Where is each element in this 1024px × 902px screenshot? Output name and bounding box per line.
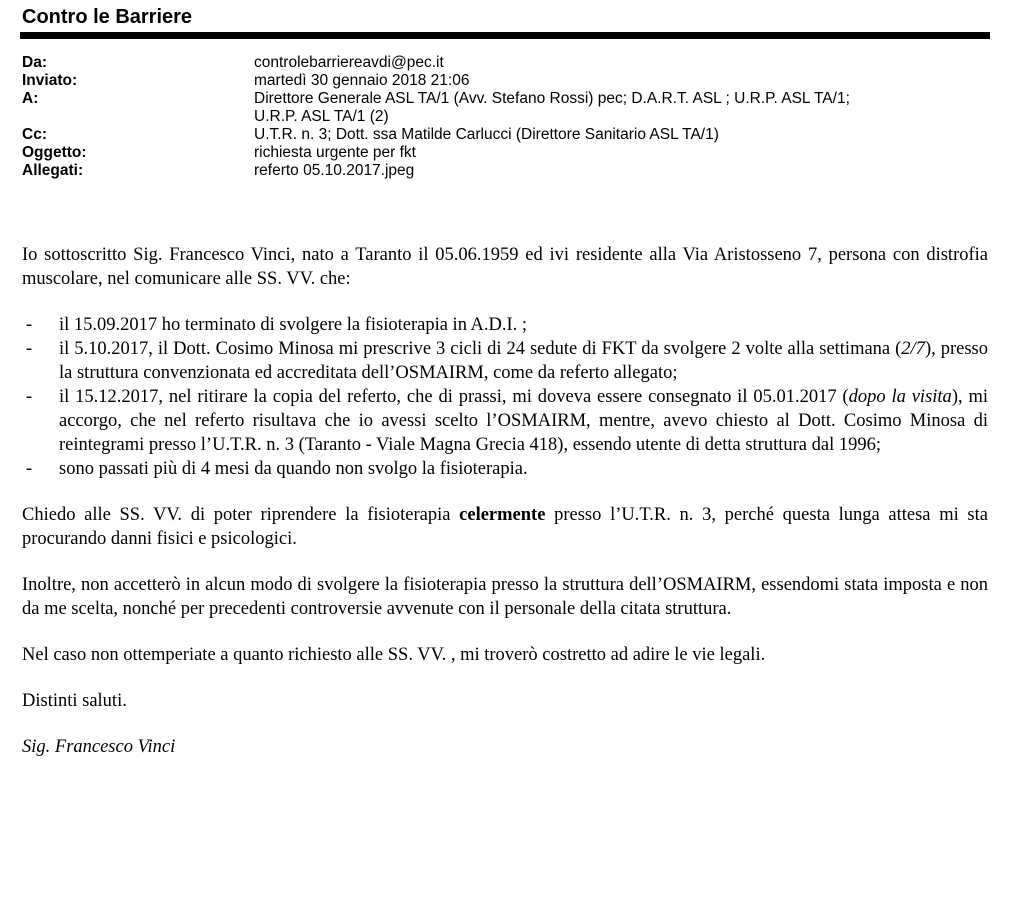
italic-text: 2/7 [901,339,925,359]
subject: richiesta urgente per fkt [254,144,416,161]
request-paragraph: Chiedo alle SS. VV. di poter riprendere la fisioterapia celermente presso l’U.T.R. n. 3, perché questa lunga attesa mi sta procurando danni fisici e psicologici. [22,505,988,549]
title-divider [20,32,990,39]
field-attachments [22,162,1002,180]
bullet-dash: - [26,387,33,407]
list-item: - il 15.12.2017, nel ritirare la copia del referto, che di prassi, mi doveva essere consegnato il 05.01.2017 (dopo la visita), mi accorgo, che nel referto risultava che io avessi scelto l’OSMAIRM, mentre, avevo chiesto al Dott. Cosimo Minosa di reintegrami presso l’U.T.R. n. 3 (Taranto - Viale Magna Grecia 418), essendo utente di detta struttura dal 1996; [26,387,988,455]
bullet-dash: - [26,339,33,359]
field-label: Allegati: [22,162,84,179]
field-sent [22,72,1002,90]
list-item: - sono passati più di 4 mesi da quando non svolgo la fisioterapia. [26,459,528,479]
cc-recipients: U.T.R. n. 3; Dott. ssa Matilde Carlucci (Direttore Sanitario ASL TA/1) [254,126,719,143]
bullet-dash: - [26,315,33,335]
field-subject [22,144,1002,162]
facts-list [22,313,988,481]
closing: Distinti saluti. [22,691,127,711]
sent-date: martedì 30 gennaio 2018 21:06 [254,72,470,89]
list-item: - il 5.10.2017, il Dott. Cosimo Minosa mi prescrive 3 cicli di 24 sedute di FKT da svolgere 2 volte alla settimana (2/7), presso la struttura convenzionata ed accreditata dell’OSMAIRM, come da referto allegato; [26,339,988,383]
signature: Sig. Francesco Vinci [22,737,176,757]
refusal-paragraph: Inoltre, non accetterò in alcun modo di svolgere la fisioterapia presso la struttura dell’OSMAIRM, essendomi stata imposta e non da me scelta, nonché per precedenti controversie avvenute con il personale della citata struttura. [22,575,988,619]
recipients-line-2: U.R.P. ASL TA/1 (2) [254,108,389,125]
field-label: Inviato: [22,72,78,89]
bold-text: celermente [459,505,546,525]
document-title: Contro le Barriere [22,6,193,28]
field-label: Cc: [22,126,47,143]
field-to [22,90,1002,126]
list-item: - il 15.09.2017 ho terminato di svolgere la fisioterapia in A.D.I. ; [26,315,528,335]
attachment-name: referto 05.10.2017.jpeg [254,162,415,179]
warning-paragraph: Nel caso non ottemperiate a quanto richiesto alle SS. VV. , mi troverò costretto ad adire le vie legali. [22,645,766,665]
recipients [254,90,1002,126]
email-header-fields [22,54,1002,180]
field-label: Da: [22,54,47,71]
letter-body [22,243,988,781]
italic-text: dopo la visita [848,387,952,407]
sender-address: controlebarriereavdi@pec.it [254,54,444,71]
field-label: Oggetto: [22,144,87,161]
intro-paragraph: Io sottoscritto Sig. Francesco Vinci, nato a Taranto il 05.06.1959 ed ivi residente alla Via Aristosseno 7, persona con distrofia muscolare, nel comunicare alle SS. VV. che: [22,245,988,289]
field-from [22,54,1002,72]
bullet-dash: - [26,459,33,479]
recipients-line-1: Direttore Generale ASL TA/1 (Avv. Stefano Rossi) pec; D.A.R.T. ASL ; U.R.P. ASL TA/1; [254,90,850,107]
field-cc [22,126,1002,144]
field-label: A: [22,90,39,107]
